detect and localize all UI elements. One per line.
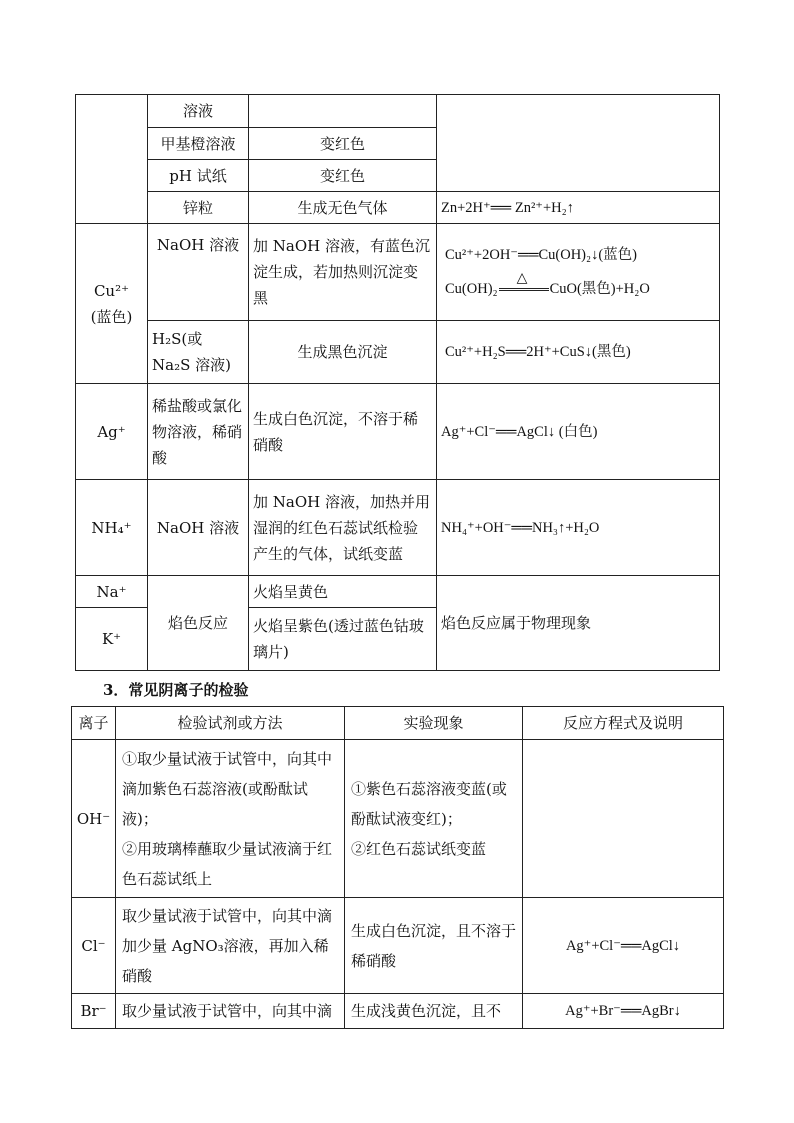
phenomenon-cell: 变红色 [249, 128, 437, 160]
header-cell: 实验现象 [345, 707, 523, 740]
equation-cell: Cu²⁺+H₂S══2H⁺+CuS↓(黑色) [437, 321, 720, 384]
ion-cell-ag: Ag⁺ [76, 384, 148, 480]
phenomenon-cell: 加 NaOH 溶液，加热并用湿润的红色石蕊试纸检验产生的气体，试纸变蓝 [249, 480, 437, 576]
ion-cell-k: K⁺ [76, 608, 148, 671]
method-cell [116, 740, 345, 898]
equation-cell [437, 95, 720, 192]
ion-cell-na: Na⁺ [76, 576, 148, 608]
reagent-cell: NaOH 溶液 [148, 480, 249, 576]
ion-cell-br: Br⁻ [72, 994, 116, 1029]
phenomenon-step: ②红色石蕊试纸变蓝 [351, 839, 487, 858]
phenomenon-cell: 生成无色气体 [249, 192, 437, 224]
phenomenon-cell: 生成白色沉淀，且不溶于稀硝酸 [345, 898, 523, 994]
header-cell: 离子 [72, 707, 116, 740]
equation-cell: Ag⁺+Cl⁻══AgCl↓ [523, 898, 724, 994]
phenomenon-cell [249, 95, 437, 128]
equation-line [445, 271, 715, 302]
ion-label: Cu²⁺ [93, 281, 130, 300]
phenomenon-cell: 变红色 [249, 160, 437, 192]
equation-cell [437, 224, 720, 321]
reagent-cell: NaOH 溶液 [148, 224, 249, 321]
reagent-cell: 锌粒 [148, 192, 249, 224]
phenomenon-cell: 生成白色沉淀，不溶于稀硝酸 [249, 384, 437, 480]
reagent-cell: 焰色反应 [148, 576, 249, 671]
note-cell: 焰色反应属于物理现象 [437, 576, 720, 671]
reagent-cell: pH 试纸 [148, 160, 249, 192]
anion-test-table [71, 706, 724, 1029]
reagent-cell: 甲基橙溶液 [148, 128, 249, 160]
phenomenon-cell [345, 740, 523, 898]
method-cell: 取少量试液于试管中，向其中滴加少量 AgNO₃溶液，再加入稀硝酸 [116, 898, 345, 994]
header-cell: 反应方程式及说明 [523, 707, 724, 740]
phenomenon-cell: 火焰呈黄色 [249, 576, 437, 608]
phenomenon-cell: 生成浅黄色沉淀，且不 [345, 994, 523, 1029]
reagent-cell: 稀盐酸或氯化物溶液，稀硝酸 [148, 384, 249, 480]
phenomenon-cell: 加 NaOH 溶液，有蓝色沉淀生成，若加热则沉淀变黑 [249, 224, 437, 321]
equation-right: CuO(黑色)+H₂O [549, 281, 650, 297]
equation-cell: Ag⁺+Cl⁻══AgCl↓ (白色) [437, 384, 720, 480]
phenomenon-cell: 火焰呈紫色(透过蓝色钴玻璃片) [249, 608, 437, 671]
equation-cell: Ag⁺+Br⁻══AgBr↓ [523, 994, 724, 1029]
method-step: ②用玻璃棒蘸取少量试液滴于红色石蕊试纸上 [122, 839, 333, 888]
ion-cell-nh4: NH₄⁺ [76, 480, 148, 576]
ion-cell-oh: OH⁻ [72, 740, 116, 898]
ion-cell-cl: Cl⁻ [72, 898, 116, 994]
equation-line: Cu²⁺+2OH⁻══Cu(OH)₂↓(蓝色) [445, 247, 637, 263]
section-heading: 3．常见阴离子的检验 [103, 681, 249, 699]
reagent-cell: H₂S(或 Na₂S 溶液) [148, 321, 249, 384]
ion-cell-cu [76, 224, 148, 384]
method-step: ①取少量试液于试管中，向其中滴加紫色石蕊溶液(或酚酞试液)； [122, 749, 333, 828]
phenomenon-cell: 生成黑色沉淀 [249, 321, 437, 384]
phenomenon-step: ①紫色石蕊溶液变蓝(或酚酞试液变红)； [351, 779, 507, 828]
equation-cell: NH₄⁺+OH⁻══NH₃↑+H₂O [437, 480, 720, 576]
heat-condition-icon: △ [516, 271, 528, 287]
equation-left: Cu(OH)₂ [445, 281, 498, 297]
header-cell: 检验试剂或方法 [116, 707, 345, 740]
ion-color-note: (蓝色) [90, 307, 133, 326]
equation-cell: Zn+2H⁺══ Zn²⁺+H₂↑ [437, 192, 720, 224]
equation-cell [523, 740, 724, 898]
cation-test-table [75, 94, 720, 671]
method-cell: 取少量试液于试管中，向其中滴 [116, 994, 345, 1029]
ion-cell-h [76, 95, 148, 224]
reagent-cell: 溶液 [148, 95, 249, 128]
